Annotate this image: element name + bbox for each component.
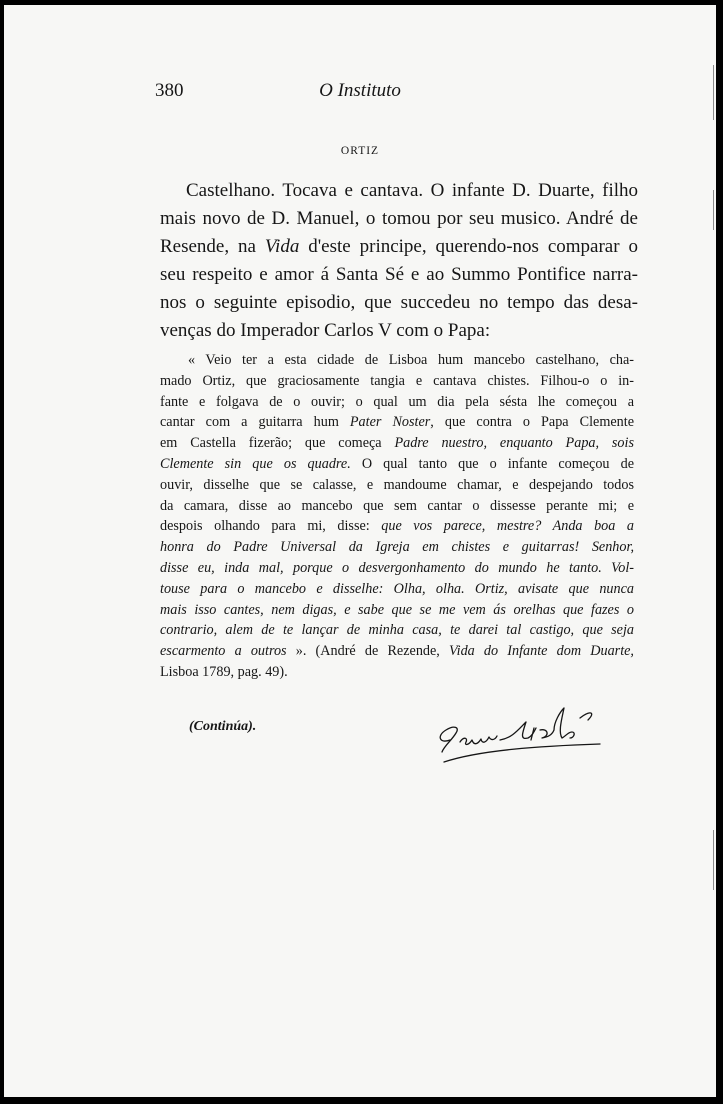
- quote-text: em Castella fizerão; que começa: [160, 435, 395, 452]
- quote-text: cantar com a guitarra hum: [160, 414, 350, 431]
- quote-line: da camara, disse ao mancebo que sem cantar o dissesse perante mi; e: [160, 497, 634, 514]
- paragraph-line: venças do Imperador Carlos V com o Papa:: [160, 320, 491, 341]
- quote-line: [160, 620, 634, 641]
- edge-mark: [713, 830, 714, 890]
- quote-text: , que contra o Papa Clemente: [430, 414, 634, 431]
- paragraph-line: mais novo de D. Manuel, o tomou por seu musico. André de: [160, 208, 638, 229]
- quote-text: O qual tanto que o infante começou de: [350, 455, 634, 472]
- quote-text: despois olhando para mi, disse:: [160, 518, 382, 535]
- paragraph-line-end: d'este principe, querendo-nos comparar o: [299, 236, 638, 257]
- paragraph-line: Castelhano. Tocava e cantava. O infante D. Duarte, filho: [186, 180, 638, 201]
- quote-line: [160, 412, 634, 433]
- paragraph-line: seu respeito e amor á Santa Sé e ao Summo Pontifice narra-: [160, 264, 638, 285]
- block-quote: [160, 350, 634, 683]
- document-page: [4, 5, 716, 1097]
- section-title: ORTIZ: [340, 145, 380, 157]
- quote-text: ». (André de Rezende,: [286, 643, 450, 660]
- quote-line: [160, 454, 634, 475]
- quote-italic: touse para o mancebo e disselhe: Olha, olha. Ortiz, avisate que nunca: [160, 580, 634, 597]
- edge-mark: [713, 65, 714, 120]
- quote-italic: que vos parece, mestre? Anda boa a: [381, 518, 634, 535]
- author-signature: [430, 700, 610, 770]
- quote-line: Lisboa 1789, pag. 49).: [160, 663, 288, 680]
- signature-stroke: [500, 722, 536, 740]
- quote-italic: escarmento a outros: [160, 643, 287, 660]
- paragraph-line: [160, 233, 638, 261]
- quote-italic: mais isso cantes, nem digas, e sabe que se me vem ás orelhas que fazes o: [160, 601, 634, 618]
- quote-line: mado Ortiz, que graciosamente tangia e cantava chistes. Filhou-o o in-: [160, 372, 634, 389]
- quote-line: [160, 558, 634, 579]
- quote-italic: Clemente sin que os quadre.: [160, 455, 351, 472]
- quote-line: [160, 641, 634, 662]
- italic-title: Vida: [264, 236, 300, 257]
- quote-italic: Pater Noster: [349, 414, 431, 431]
- signature-stroke: [440, 727, 457, 752]
- quote-italic: contrario, alem de te lançar de minha casa, te darei tal castigo, que seja: [160, 622, 634, 639]
- page-header: [4, 80, 716, 104]
- signature-stroke: [444, 744, 600, 762]
- quote-line: [160, 579, 634, 600]
- quote-italic: disse eu, inda mal, porque o desvergonhamento do mundo he tanto. Vol-: [160, 559, 634, 576]
- edge-mark: [713, 190, 714, 230]
- quote-line: fante e folgava de o ouvir; o qual um dia pela sésta lhe começou a: [160, 393, 634, 410]
- main-paragraph: [160, 177, 638, 345]
- page-number: 380: [155, 80, 184, 101]
- quote-italic: Padre nuestro, enquanto Papa, sois: [394, 435, 634, 452]
- continua-note: (Continúa).: [189, 719, 257, 734]
- quote-italic: Vida do Infante dom Duarte,: [449, 643, 634, 660]
- quote-line: [160, 516, 634, 537]
- signature-stroke: [580, 713, 592, 720]
- quote-line: ouvir, disselhe que se calasse, e mandoume chamar, e despejando todos: [160, 476, 634, 493]
- quote-italic: honra do Padre Universal da Igreja em chistes e guitarras! Senhor,: [160, 539, 634, 556]
- running-title: O Instituto: [319, 80, 401, 101]
- quote-line: [160, 433, 634, 454]
- quote-line: « Veio ter a esta cidade de Lisboa hum mancebo castelhano, cha-: [188, 352, 634, 368]
- quote-line: [160, 600, 634, 621]
- paragraph-line-start: Resende, na: [160, 236, 265, 257]
- signature-stroke: [460, 736, 497, 744]
- signature-stroke: [531, 708, 574, 740]
- paragraph-line: nos o seguinte episodio, que succedeu no tempo das desa-: [160, 292, 638, 313]
- quote-line: [160, 537, 634, 558]
